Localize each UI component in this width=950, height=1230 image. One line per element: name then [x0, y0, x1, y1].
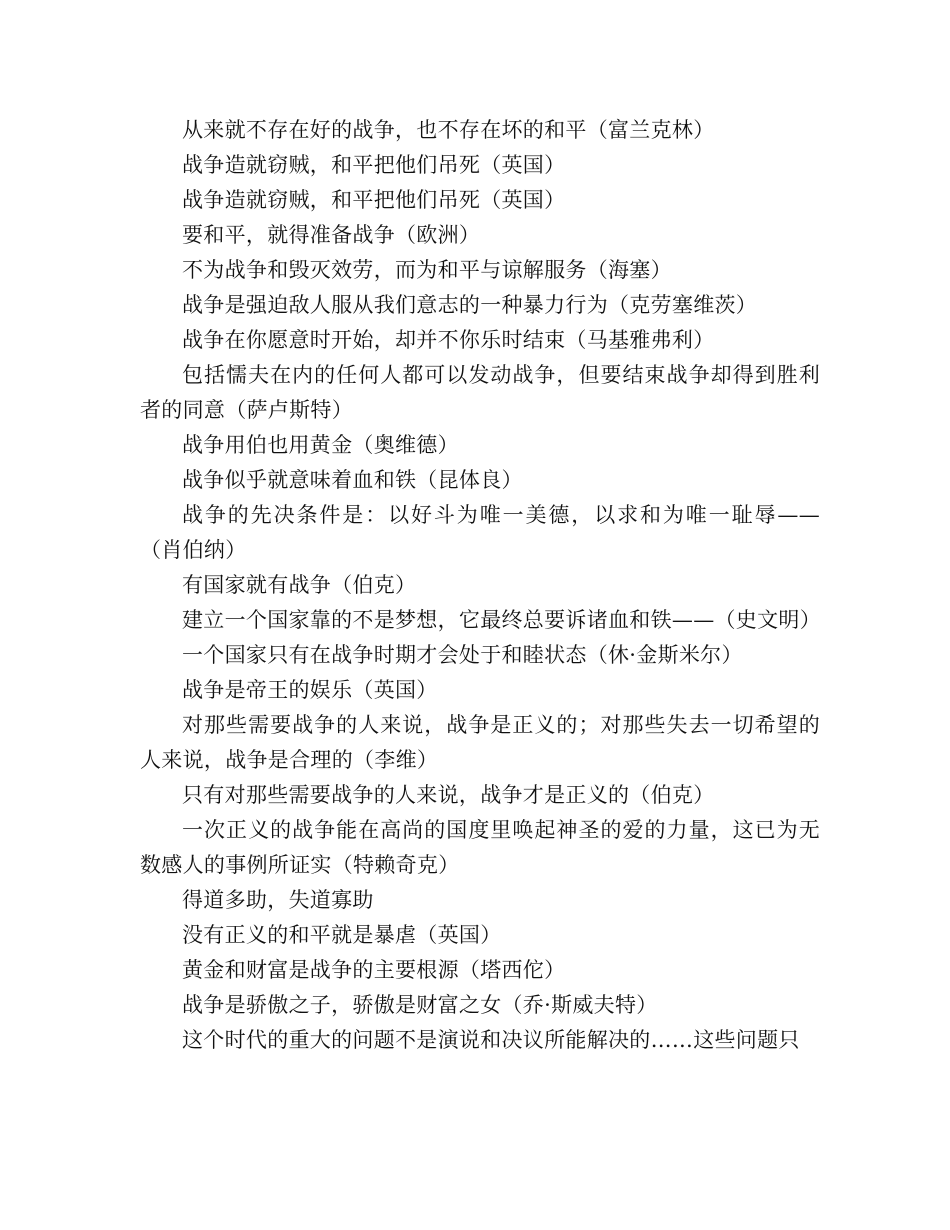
paragraph-14: 一个国家只有在战争时期才会处于和睦状态（休·金斯米尔）: [182, 643, 743, 667]
paragraph-9: 战争用伯也用黄金（奥维德）: [182, 433, 459, 457]
paragraph-16: 对那些需要战争的人来说，战争是正义的；对那些失去一切希望的人来说，战争是合理的（李维）: [140, 713, 820, 772]
paragraph-20: 没有正义的和平就是暴虐（英国）: [182, 923, 502, 947]
document-body: [140, 113, 820, 1058]
paragraph-5: 不为战争和毁灭效劳，而为和平与谅解服务（海塞）: [182, 258, 672, 282]
paragraph-11: 战争的先决条件是：以好斗为唯一美德，以求和为唯一耻辱——（肖伯纳）: [140, 503, 820, 562]
paragraph-17: 只有对那些需要战争的人来说，战争才是正义的（伯克）: [182, 783, 715, 807]
paragraph-3: 战争造就窃贼，和平把他们吊死（英国）: [182, 188, 566, 212]
paragraph-1: 从来就不存在好的战争，也不存在坏的和平（富兰克林）: [182, 118, 715, 142]
paragraph-19: 得道多助，失道寡助: [182, 888, 374, 912]
paragraph-8: 包括懦夫在内的任何人都可以发动战争，但要结束战争却得到胜利者的同意（萨卢斯特）: [140, 363, 820, 422]
paragraph-22: 战争是骄傲之子，骄傲是财富之女（乔·斯威夫特）: [182, 993, 658, 1017]
paragraph-18: 一次正义的战争能在高尚的国度里唤起神圣的爱的力量，这已为无数感人的事例所证实（特赖奇克）: [140, 818, 820, 877]
paragraph-2: 战争造就窃贼，和平把他们吊死（英国）: [182, 153, 566, 177]
paragraph-13: 建立一个国家靠的不是梦想，它最终总要诉诸血和铁——（史文明）: [182, 608, 821, 632]
paragraph-10: 战争似乎就意味着血和铁（昆体良）: [182, 468, 523, 492]
paragraph-6: 战争是强迫敌人服从我们意志的一种暴力行为（克劳塞维茨）: [182, 293, 758, 317]
paragraph-4: 要和平，就得准备战争（欧洲）: [182, 223, 481, 247]
paragraph-7: 战争在你愿意时开始，却并不你乐时结束（马基雅弗利）: [182, 328, 715, 352]
paragraph-21: 黄金和财富是战争的主要根源（塔西佗）: [182, 958, 566, 982]
paragraph-23: 这个时代的重大的问题不是演说和决议所能解决的……这些问题只: [182, 1028, 800, 1052]
paragraph-15: 战争是帝王的娱乐（英国）: [182, 678, 438, 702]
paragraph-12: 有国家就有战争（伯克）: [182, 573, 417, 597]
